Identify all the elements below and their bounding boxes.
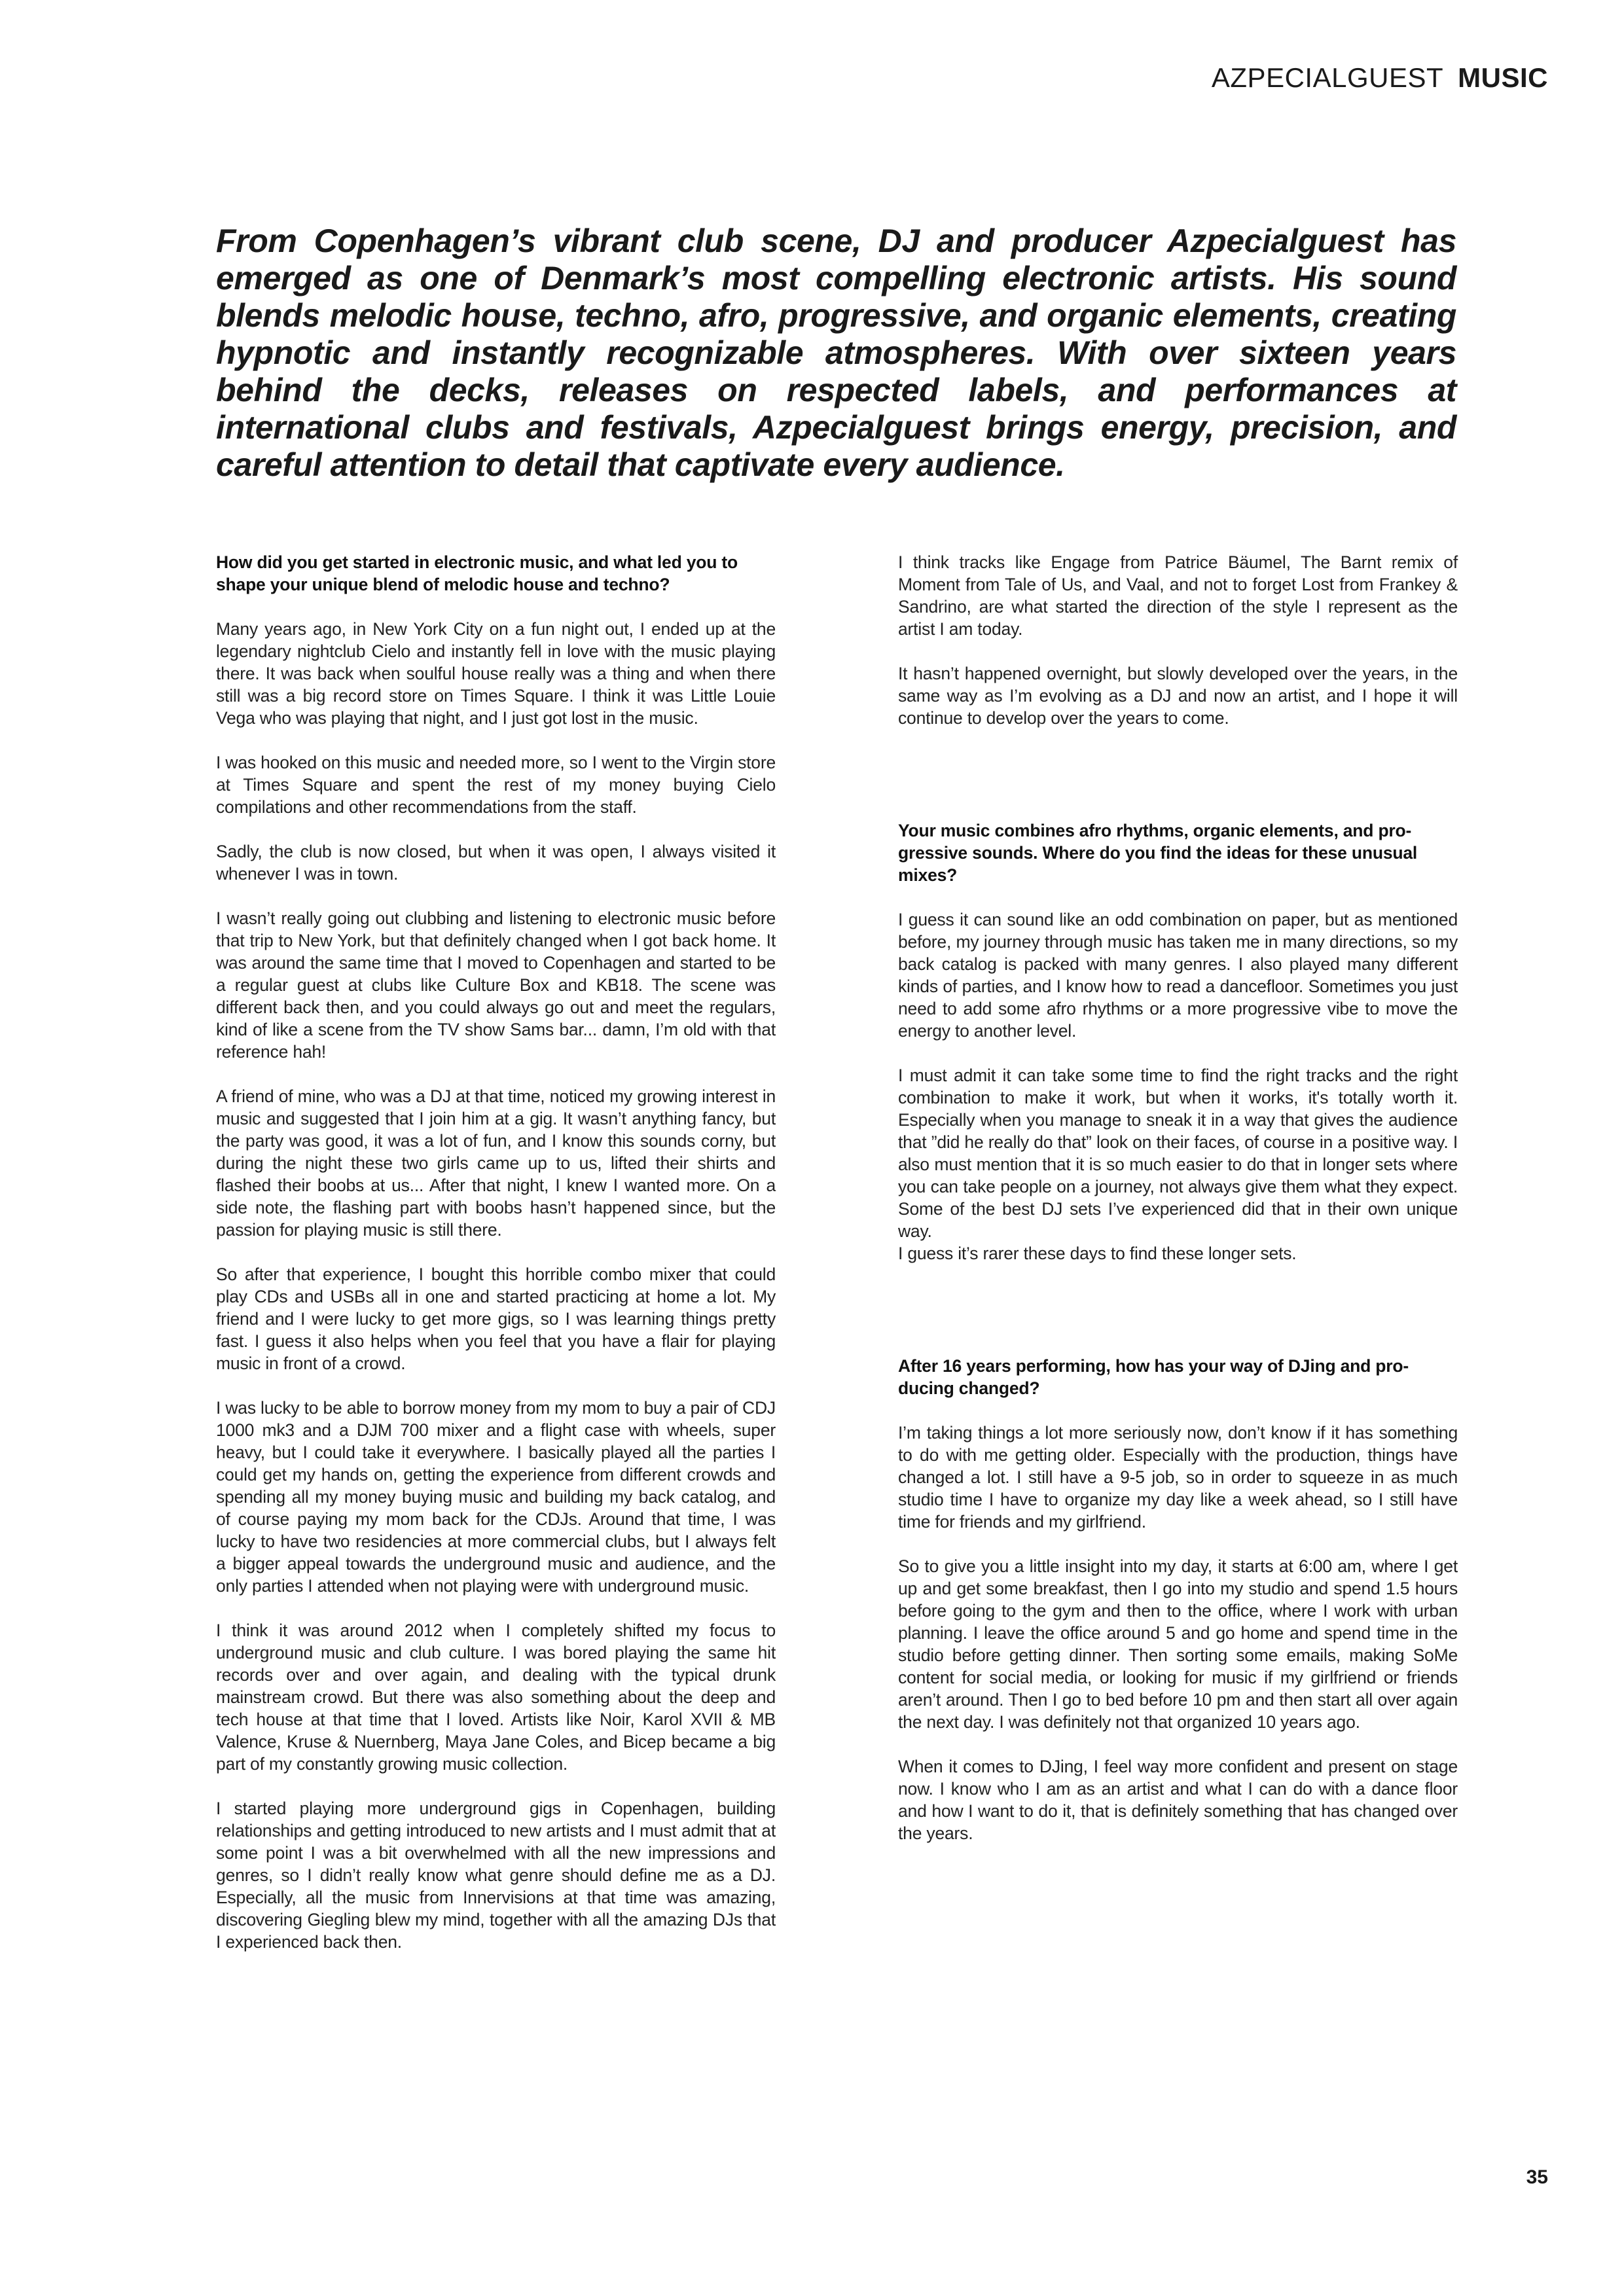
answer-paragraph: I guess it’s rarer these days to find these longer sets. [898,1244,1297,1263]
page-number: 35 [1526,2166,1548,2188]
answer-paragraph: I think tracks like Engage from Patrice Bäumel, The Barnt remix of Moment from Tale of Us, and Vaal, and not to forget Lost from Frankey & Sandrino, are what started the direction of the style I represent as the artist I am today. [898,552,1458,639]
answer-paragraph: I wasn’t really going out clubbing and listening to electronic music before that trip to New York, but that definitely changed when I got back home. It was around the same time that I moved to Copenhagen and started to be a regular guest at clubs like Culture Box and KB18. The scene was different back then, and you could always go out and meet the regulars, kind of like a scene from the TV show Sams bar... damn, I’m old with that reference hah! [216,908,776,1062]
answer-paragraph: Many years ago, in New York City on a fun night out, I ended up at the legendary nightclub Cielo and instantly fell in love with the music playing there. It was back when soulful house really was a thing and when there still was a big record store on Times Square. I think it was Little Louie Vega who was playing that night, and I just got lost in the music. [216,619,776,728]
right-column [898,551,1458,1867]
answer-paragraph: So to give you a little insight into my day, it starts at 6:00 am, where I get up and get some breakfast, then I go into my studio and spend 1.5 hours before going to the gym and then to the office, where I work with urban planning. I leave the office around 5 and go home and spend time in the studio before getting dinner. Then sorting some emails, making SoMe content for social media, or looking for music if my girlfriend or friends aren’t around. Then I go to bed before 10 pm and then start all over again the next day. I was definitely not that organized 10 years ago. [898,1556,1458,1732]
running-head-section: MUSIC [1458,62,1548,93]
article-lede: From Copenhagen’s vibrant club scene, DJ and producer Azpecialguest has emerged as one of Denmark’s most compelling electronic artists. His sound blends melodic house, techno, afro, progressive, and organic elements, creating hypnotic and instantly recognizable atmospheres. With over sixteen years behind the decks, releases on respected labels, and performances at international clubs and festivals, Azpecialguest brings energy, precision, and careful attention to detail that captivate every audience. [216,223,1456,483]
answer-paragraph: I started playing more underground gigs in Copenhagen, building relationships and getting introduced to new artists and I must admit that at some point I was a bit overwhelmed with all the new impressions and genres, so I didn’t really know what genre should define me as a DJ. Especially, all the music from Innervisions at that time was amazing, discovering Giegling blew my mind, together with all the amazing DJs that I experienced back then. [216,1799,776,1952]
answer-paragraph: I’m taking things a lot more seriously now, don’t know if it has something to do with me getting older. Especially with the production, things have changed a lot. I still have a 9-5 job, so in order to squeeze in as much studio time I have to organize my day like a week ahead, so I still have time for friends and my girlfriend. [898,1423,1458,1532]
answer-paragraph: I was lucky to be able to borrow money from my mom to buy a pair of CDJ 1000 mk3 and a DJM 700 mixer and a flight case with wheels, super heavy, but I could take it everywhere. I basically played all the parties I could get my hands on, getting the experience from different crowds and spending all my money buying music and building my back catalog, and of course paying my mom back for the CDJs. Around that time, I was lucky to have two residencies at more commercial clubs, but I always felt a bigger appeal towards the underground music and audience, and the only parties I attended when not playing were with underground music. [216,1398,776,1596]
left-column [216,551,776,1975]
section-spacer [898,751,1458,819]
answer-paragraph: It hasn’t happened overnight, but slowly developed over the years, in the same way as I’m evolving as a DJ and now an artist, and I hope it will continue to develop over the years to come. [898,664,1458,728]
interview-question-1: How did you get started in electronic music, and what led you to shape your unique blend of melodic house and techno? [216,552,738,594]
answer-paragraph: A friend of mine, who was a DJ at that time, noticed my growing interest in music and suggested that I join him at a gig. It wasn’t anything fancy, but the party was good, it was a lot of fun, and I know this sounds corny, but during the night these two girls came up to us, lifted their shirts and flashed their boobs at us... After that night, I knew I wanted more. On a side note, the flashing part with boobs hasn’t happened since, but the passion for playing music is still there. [216,1086,776,1240]
answer-paragraph: I must admit it can take some time to find the right tracks and the right combination to make it work, but when it works, it's totally worth it. Especially when you manage to sneak it in a way that gives the audience that ”did he really do that” look on their faces, of course in a positive way. I also must mention that it is so much easier to do that in longer sets where you can take people on a journey, not always give them what they expect. Some of the best DJ sets I’ve experienced did that in their own unique way. [898,1066,1458,1241]
answer-paragraph: I think it was around 2012 when I completely shifted my focus to underground music and club culture. I was bored playing the same hit records over and over again, and dealing with the typical drunk mainstream crowd. But there was also something about the deep and tech house at that time that I loved. Artists like Noir, Karol XVII & MB Valence, Kruse & Nuernberg, Maya Jane Coles, and Bicep became a big part of my constantly growing music collection. [216,1621,776,1774]
answer-paragraph: I guess it can sound like an odd combination on paper, but as mentioned before, my journey through music has taken me in many directions, so my back catalog is packed with many genres. I also played many different kinds of parties, and I know how to read a dancefloor. Sometimes you just need to add some afro rhythms or a more progressive vibe to move the energy to another level. [898,910,1458,1041]
answer-paragraph: When it comes to DJing, I feel way more confident and present on stage now. I know who I am as an artist and what I can do with a dance floor and how I want to do it, that is definitely something that has changed over the years. [898,1757,1458,1843]
running-head [1212,62,1548,94]
interview-question-2: Your music combines afro rhythms, organic elements, and progressive sounds. Where do you find the ideas for these unusual mixes? [898,821,1418,885]
answer-paragraph: Sadly, the club is now closed, but when it was open, I always visited it whenever I was in town. [216,842,776,884]
answer-paragraph: I was hooked on this music and needed more, so I went to the Virgin store at Times Square and spent the rest of my money buying Cielo compilations and other recommendations from the staff. [216,753,776,817]
running-head-artist: AZPECIALGUEST [1211,62,1444,93]
section-spacer [898,1287,1458,1355]
answer-paragraph: So after that experience, I bought this horrible combo mixer that could play CDs and USBs all in one and started practicing at home a lot. My friend and I were lucky to get more gigs, so I was learning things pretty fast. I guess it also helps when you feel that you have a flair for playing music in front of a crowd. [216,1265,776,1373]
interview-question-3: After 16 years performing, how has your way of DJing and producing changed? [898,1356,1409,1398]
